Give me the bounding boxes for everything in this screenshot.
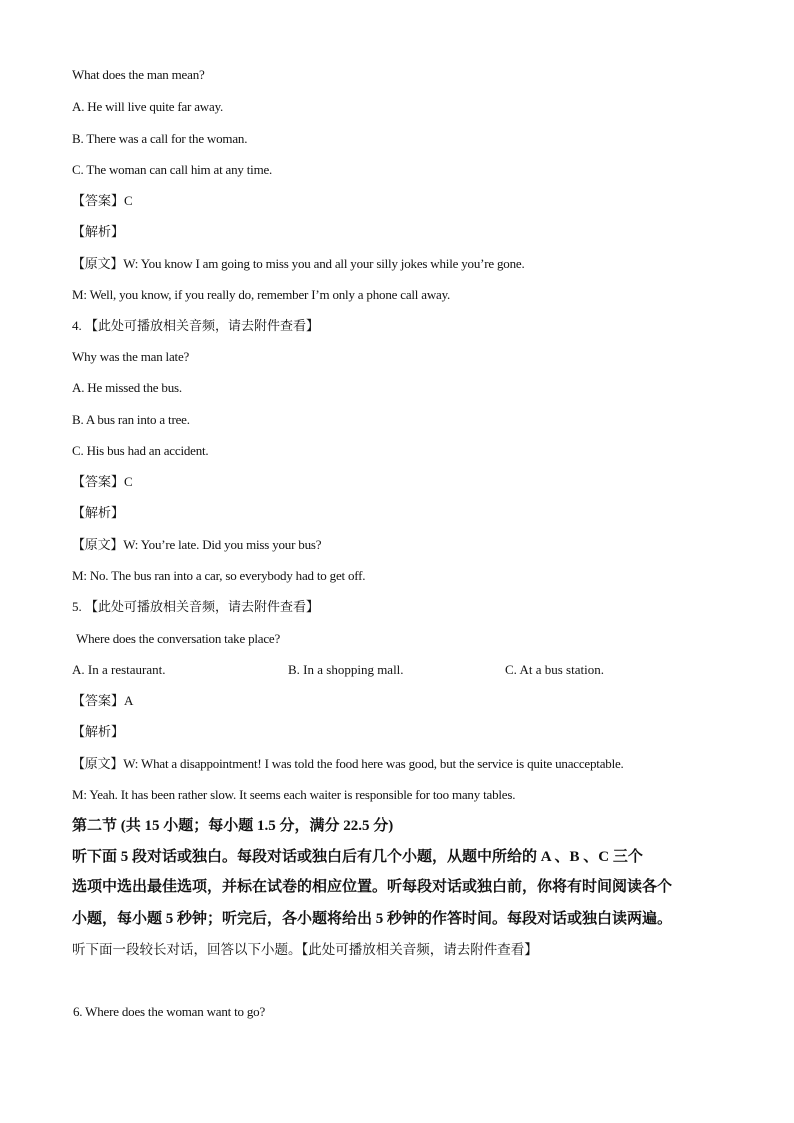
q5-transcript-woman: 【原文】W: What a disappointment! I was told the food here was good, but the service is quite unacceptable. xyxy=(72,756,624,771)
q5-transcript-man: M: Yeah. It has been rather slow. It seems each waiter is responsible for too many tables. xyxy=(72,787,516,802)
q4-answer: 【答案】C xyxy=(72,474,133,489)
section2-instruction-line-1: 听下面 5 段对话或独白。每段对话或独白后有几个小题，从题中所给的 A 、B 、C 三个 xyxy=(72,849,643,865)
q4-heading: 4. 【此处可播放相关音频，请去附件查看】 xyxy=(72,318,320,333)
q3-transcript-woman: 【原文】W: You know I am going to miss you and all your silly jokes while you’re gone. xyxy=(72,256,525,271)
q3-transcript-man: M: Well, you know, if you really do, remember I’m only a phone call away. xyxy=(72,287,451,302)
q6-question: 6. Where does the woman want to go? xyxy=(73,1004,266,1019)
q5-option-a: A. In a restaurant. xyxy=(72,662,166,677)
q3-answer: 【答案】C xyxy=(72,193,133,208)
q4-option-b: B. A bus ran into a tree. xyxy=(72,412,190,427)
q3-option-c: C. The woman can call him at any time. xyxy=(72,162,273,177)
section2-title: 第二节 (共 15 小题；每小题 1.5 分，满分 22.5 分) xyxy=(72,818,394,834)
q3-option-b: B. There was a call for the woman. xyxy=(72,131,248,146)
q5-question: Where does the conversation take place? xyxy=(76,631,281,646)
q4-transcript-woman: 【原文】W: You’re late. Did you miss your bus? xyxy=(72,537,322,552)
q5-heading: 5. 【此处可播放相关音频，请去附件查看】 xyxy=(72,599,320,614)
q3-question: What does the man mean? xyxy=(72,67,205,82)
q4-option-a: A. He missed the bus. xyxy=(72,380,182,395)
section2-sub-instruction: 听下面一段较长对话，回答以下小题。【此处可播放相关音频，请去附件查看】 xyxy=(72,942,538,957)
q4-analysis-label: 【解析】 xyxy=(72,505,125,520)
q5-option-c: C. At a bus station. xyxy=(505,662,604,677)
section2-instruction-line-3: 小题，每小题 5 秒钟；听完后，各小题将给出 5 秒钟的作答时间。每段对话或独白读两遍。 xyxy=(72,911,673,927)
q4-question: Why was the man late? xyxy=(72,349,190,364)
q4-transcript-man: M: No. The bus ran into a car, so everybody had to get off. xyxy=(72,568,366,583)
q5-option-b: B. In a shopping mall. xyxy=(288,662,404,677)
q5-answer: 【答案】A xyxy=(72,693,134,708)
q5-analysis-label: 【解析】 xyxy=(72,724,125,739)
section2-instruction-line-2: 选项中选出最佳选项，并标在试卷的相应位置。听每段对话或独白前，你将有时间阅读各个 xyxy=(72,879,673,895)
q3-option-a: A. He will live quite far away. xyxy=(72,99,224,114)
q3-analysis-label: 【解析】 xyxy=(72,224,125,239)
q4-option-c: C. His bus had an accident. xyxy=(72,443,209,458)
